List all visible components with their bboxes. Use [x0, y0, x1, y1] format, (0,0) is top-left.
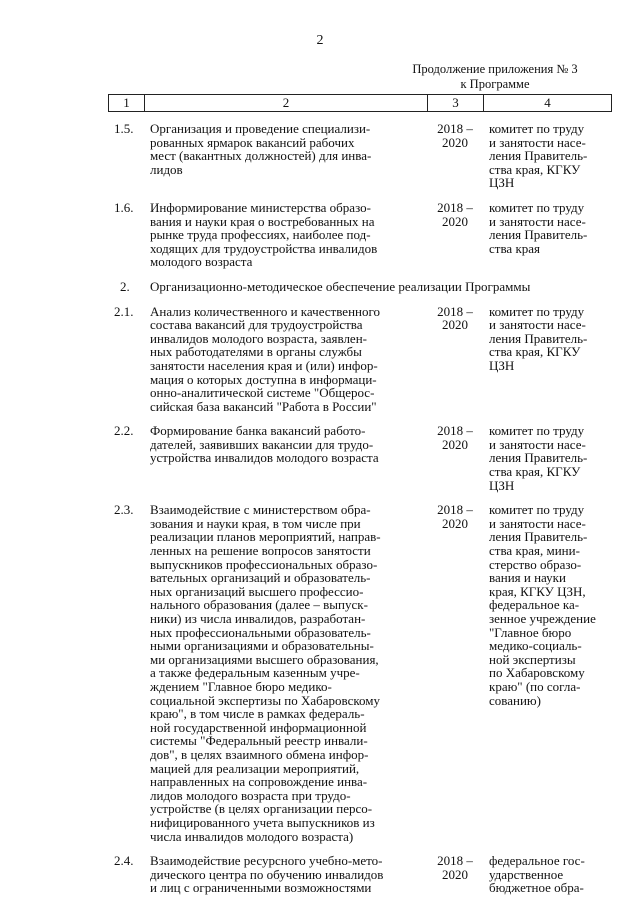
row-years: 2018 – 2020	[437, 423, 473, 452]
description-line: ждением "Главное бюро медико-	[150, 678, 332, 694]
section-heading-row	[108, 280, 611, 294]
description-line: дического центра по обучению инвалидов	[150, 866, 384, 882]
table-body	[108, 122, 611, 895]
description-line: устройства инвалидов молодого возраста	[150, 450, 379, 466]
executor-line: и занятости насе-	[489, 436, 586, 452]
row-executor	[483, 305, 611, 414]
description-line: выпускников профессиональных образо-	[150, 556, 378, 572]
executor-line: ства края	[489, 240, 541, 256]
executor-line: ударственное	[489, 866, 564, 882]
executor-line: и занятости насе-	[489, 317, 586, 333]
description-line: Взаимодействие с министерством обра-	[150, 502, 371, 518]
row-years: 2018 – 2020	[437, 303, 473, 333]
row-executor	[483, 854, 611, 895]
description-line: дов", в целях взаимного обмена инфор-	[150, 746, 369, 762]
description-line: занятости населения края и (или) инфор-	[150, 357, 378, 373]
description-line: молодого возраста	[150, 254, 253, 270]
description-line: лидов	[150, 161, 183, 177]
row-group-1	[108, 122, 611, 269]
executor-line: комитет по труду	[489, 121, 585, 136]
executor-line: ЦЗН	[489, 357, 515, 373]
executor-line: медико-социаль-	[489, 638, 582, 654]
appendix-continuation-note	[380, 62, 610, 92]
executor-line: краю" (по согла-	[489, 678, 581, 694]
executor-line: ства края, КГКУ	[489, 344, 581, 360]
description-line: системы "Федеральный реестр инвали-	[150, 733, 368, 749]
description-line: Анализ количественного и качественного	[150, 303, 380, 319]
section-title: Организационно-методическое обеспечение реализации Программы	[150, 278, 531, 294]
row-executor	[483, 503, 611, 843]
description-line: инвалидов молодого возраста, заявлен-	[150, 330, 367, 346]
executor-line: и занятости насе-	[489, 515, 586, 531]
executor-line: ЦЗН	[489, 477, 515, 493]
row-years: 2018 – 2020	[437, 199, 473, 229]
executor-line: стерство образо-	[489, 556, 582, 572]
executor-line: вания и науки	[489, 570, 566, 586]
executor-line: зенное учреждение	[489, 611, 596, 626]
description-line: мест (вакантных должностей) для инва-	[150, 148, 372, 164]
page-number: 2	[316, 33, 324, 48]
row-number: 2.2.	[114, 423, 134, 439]
description-line: ными организациями и образовательны-	[150, 638, 374, 654]
column-header-3: 3	[428, 95, 484, 112]
executor-line: комитет по труду	[489, 199, 585, 215]
row-description	[144, 305, 427, 414]
description-line: зования и науки края, в том числе при	[150, 515, 361, 531]
description-line: направленных на сопровождение инва-	[150, 774, 368, 790]
row-number: 2.1.	[114, 303, 134, 319]
executor-line: по Хабаровскому	[489, 665, 585, 681]
row-description	[144, 122, 427, 190]
table-row	[108, 201, 611, 269]
description-line: онно-аналитической системе "Общерос-	[150, 385, 375, 401]
executor-line: федеральное ка-	[489, 597, 580, 613]
description-line: мация о которых доступна в информаци-	[150, 371, 377, 387]
description-line: рованных ярмарок вакансий рабочих	[150, 134, 355, 150]
description-line: ных организаций высшего профессио-	[150, 583, 364, 599]
row-number: 2.3.	[114, 502, 134, 518]
row-number: 1.5.	[114, 121, 134, 136]
description-line: Взаимодействие ресурсного учебно-мето-	[150, 853, 383, 869]
description-line: реализации планов мероприятий, направ-	[150, 529, 381, 545]
executor-line: федеральное гос-	[489, 853, 585, 869]
continuation-line-2: к Программе	[460, 77, 530, 91]
row-years: 2018 – 2020	[437, 502, 473, 531]
executor-line: сованию)	[489, 692, 541, 708]
continuation-line-1: Продолжение приложения № 3	[412, 62, 578, 76]
executor-line: комитет по труду	[489, 423, 585, 439]
table-row	[108, 503, 611, 843]
column-header-1: 1	[109, 95, 145, 112]
executor-line: ления Правитель-	[489, 529, 588, 545]
description-line: числа инвалидов молодого возраста)	[150, 828, 354, 844]
description-line: ми организациями высшего образования,	[150, 651, 379, 667]
description-line: нального образования (далее – выпуск-	[150, 597, 368, 613]
description-line: Информирование министерства образо-	[150, 199, 371, 215]
executor-line: "Главное бюро	[489, 624, 572, 640]
row-years: 2018 – 2020	[437, 121, 473, 150]
description-line: лидов молодого возраста при трудо-	[150, 787, 351, 803]
column-header-4: 4	[484, 95, 612, 112]
row-executor	[483, 424, 611, 492]
executor-line: ной экспертизы	[489, 651, 576, 667]
description-line: ленных на решение вопросов занятости	[150, 543, 371, 559]
executor-line: ства края, КГКУ	[489, 161, 581, 177]
column-header-table	[108, 94, 612, 112]
description-line: краю", в том числе в рамках федераль-	[150, 706, 365, 722]
executor-line: и занятости насе-	[489, 213, 586, 229]
description-line: ных профессиональными образователь-	[150, 624, 371, 640]
description-line: Формирование банка вакансий работо-	[150, 423, 366, 439]
column-header-row	[109, 95, 612, 112]
description-line: социальной экспертизы по Хабаровскому	[150, 692, 381, 708]
description-line: и лиц с ограниченными возможностями	[150, 880, 372, 896]
row-executor	[483, 122, 611, 190]
row-description	[144, 854, 427, 895]
description-line: вания и науки края о востребованных на	[150, 213, 375, 229]
row-description	[144, 503, 427, 843]
executor-line: ства края, КГКУ	[489, 464, 581, 480]
description-line: а также федеральным казенным учре-	[150, 665, 360, 681]
executor-line: ства края, мини-	[489, 543, 580, 559]
description-line: ных работодателями в органы службы	[150, 344, 362, 360]
executor-line: ления Правитель-	[489, 330, 588, 346]
description-line: ной государственной информационной	[150, 719, 367, 735]
row-number: 2.4.	[114, 853, 134, 869]
description-line: сийская база вакансий "Работа в России"	[150, 398, 377, 414]
description-line: Организация и проведение специализи-	[150, 121, 371, 136]
description-line: состава вакансий для трудоустройства	[150, 317, 363, 333]
description-line: нифицированного учета выпускников из	[150, 814, 375, 830]
description-line: вательных организаций и образователь-	[150, 570, 371, 586]
table-row	[108, 305, 611, 414]
executor-line: и занятости насе-	[489, 134, 586, 150]
executor-line: комитет по труду	[489, 502, 585, 518]
table-row	[108, 424, 611, 492]
description-line: ходящих для трудоустройства инвалидов	[150, 240, 378, 256]
description-line: устройстве (в целях организации персо-	[150, 801, 373, 817]
table-row	[108, 854, 611, 895]
row-executor	[483, 201, 611, 269]
executor-line: края, КГКУ ЦЗН,	[489, 583, 586, 599]
table-row	[108, 122, 611, 190]
executor-line: ления Правитель-	[489, 450, 588, 466]
executor-line: комитет по труду	[489, 303, 585, 319]
description-line: мацией для реализации мероприятий,	[150, 760, 360, 776]
section-number: 2.	[120, 278, 130, 294]
executor-line: ления Правитель-	[489, 148, 588, 164]
row-years: 2018 – 2020	[437, 853, 473, 882]
row-description	[144, 201, 427, 269]
row-number: 1.6.	[114, 199, 134, 215]
column-header-2: 2	[145, 95, 428, 112]
row-description	[144, 424, 427, 492]
executor-line: ЦЗН	[489, 175, 515, 191]
executor-line: бюджетное обра-	[489, 880, 584, 896]
description-line: ники) из числа инвалидов, разработан-	[150, 611, 366, 626]
executor-line: ления Правитель-	[489, 227, 588, 243]
row-group-2	[108, 305, 611, 895]
description-line: дателей, заявивших вакансии для трудо-	[150, 436, 374, 452]
description-line: рынке труда профессиях, наиболее под-	[150, 227, 371, 243]
